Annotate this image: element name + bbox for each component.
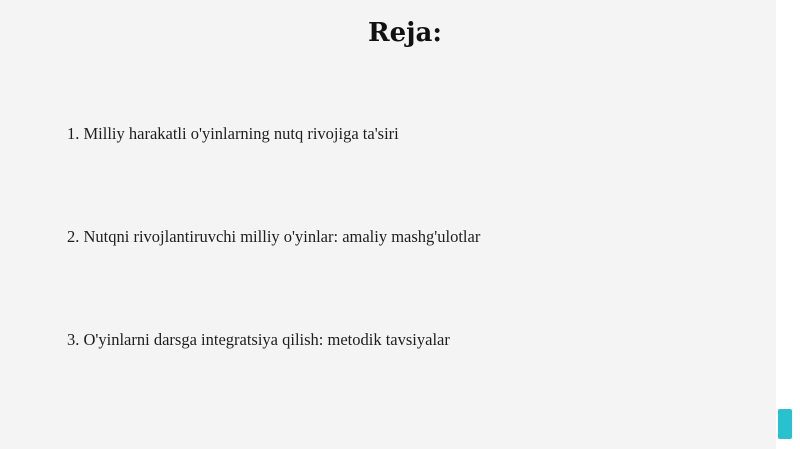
slide-title: Reja: bbox=[367, 18, 442, 48]
scrollbar-track[interactable] bbox=[776, 0, 800, 449]
scrollbar-thumb[interactable] bbox=[778, 409, 792, 439]
plan-item-2: 2. Nutqni rivojlantiruvchi milliy o'yinlar: amaliy mashg'ulotlar bbox=[67, 227, 481, 246]
plan-item-1: 1. Milliy harakatli o'yinlarning nutq rivojiga ta'siri bbox=[67, 124, 399, 143]
plan-item-3: 3. O'yinlarni darsga integratsiya qilish: metodik tavsiyalar bbox=[67, 330, 450, 349]
